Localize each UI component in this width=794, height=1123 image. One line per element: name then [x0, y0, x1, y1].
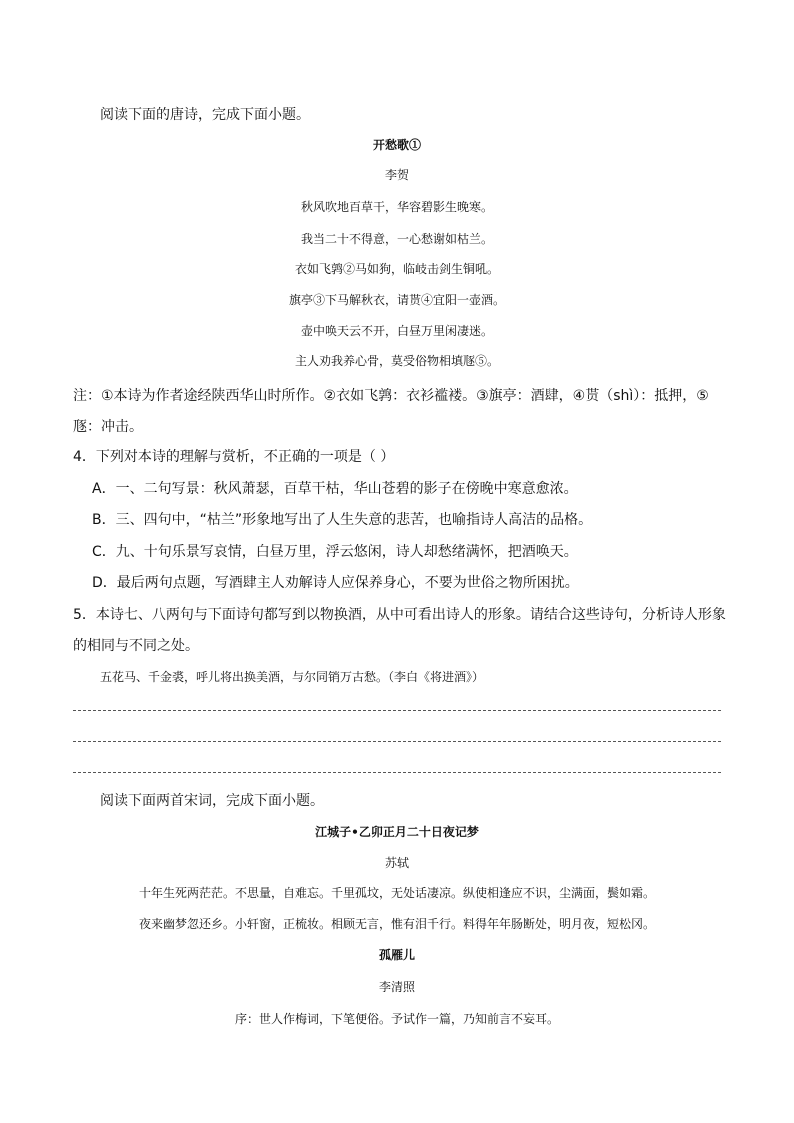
answer-line[interactable] — [73, 741, 721, 742]
poem-title: 开愁歌① — [372, 138, 421, 152]
poem-line: 我当二十不得意，一心愁谢如枯兰。 — [300, 232, 493, 246]
question-5-quote: 五花马、千金裘，呼儿将出换美酒，与尔同销万古愁。（李白《将进酒》） — [100, 670, 485, 684]
section2-intro: 阅读下面两首宋词，完成下面小题。 — [100, 793, 324, 809]
ci2-title: 孤雁儿 — [378, 948, 415, 962]
ci1-title: 江城子•乙卯正月二十日夜记梦 — [315, 825, 479, 839]
answer-line[interactable] — [73, 772, 721, 773]
ci1-author: 苏轼 — [384, 856, 409, 870]
poem-notes-line1: 注：①本诗为作者途经陕西华山时所作。②衣如飞鹑：衣衫褴褛。③旗亭：酒肆，④贳（shì）：抵押，⑤ — [73, 388, 709, 404]
question-4-option-d: D．最后两句点题，写酒肆主人劝解诗人应保养身心，不要为世俗之物所困扰。 — [92, 575, 579, 591]
poem-line: 秋风吹地百草干，华容碧影生晚寒。 — [300, 200, 493, 214]
question-5-stem-line1: 5．本诗七、八两句与下面诗句都写到以物换酒，从中可看出诗人的形象。请结合这些诗句，分析诗人形象 — [73, 607, 726, 623]
answer-line[interactable] — [73, 710, 721, 711]
question-4-option-c: C．九、十句乐景写哀情，白昼万里，浮云悠闲，诗人却愁绪满怀，把酒唤天。 — [92, 544, 578, 560]
poem-line: 衣如飞鹑②马如狗，临岐击剑生铜吼。 — [294, 262, 499, 276]
ci2-preface: 序：世人作梅词，下笔便俗。予试作一篇，乃知前言不妄耳。 — [234, 1012, 559, 1026]
section1-intro: 阅读下面的唐诗，完成下面小题。 — [100, 107, 310, 123]
question-4-stem: 4．下列对本诗的理解与赏析，不正确的一项是（ ） — [73, 449, 395, 465]
ci1-line: 十年生死两茫茫。不思量，自难忘。千里孤坟，无处话凄凉。纵使相逢应不识，尘满面，鬓如霜。 — [138, 886, 655, 900]
poem-line: 旗亭③下马解秋衣，请贳④宜阳一壶酒。 — [288, 293, 505, 307]
ci1-line: 夜来幽梦忽还乡。小轩窗，正梳妆。相顾无言，惟有泪千行。料得年年肠断处，明月夜，短松冈。 — [138, 917, 655, 931]
poem-line: 壶中唤天云不开，白昼万里闲凄迷。 — [300, 324, 493, 338]
poem-notes-line2: 豗：冲击。 — [73, 419, 143, 435]
poem-author: 李贺 — [384, 168, 409, 182]
question-4-option-a: A．一、二句写景：秋风萧瑟，百草干枯，华山苍碧的影子在傍晚中寒意愈浓。 — [92, 481, 578, 497]
ci2-author: 李清照 — [378, 980, 415, 994]
question-5-stem-line2: 的相同与不同之处。 — [73, 638, 199, 654]
poem-line: 主人劝我养心骨，莫受俗物相填豗⑤。 — [294, 354, 499, 368]
question-4-option-b: B．三、四句中，“枯兰”形象地写出了人生失意的悲苦，也喻指诗人高洁的品格。 — [92, 512, 593, 528]
